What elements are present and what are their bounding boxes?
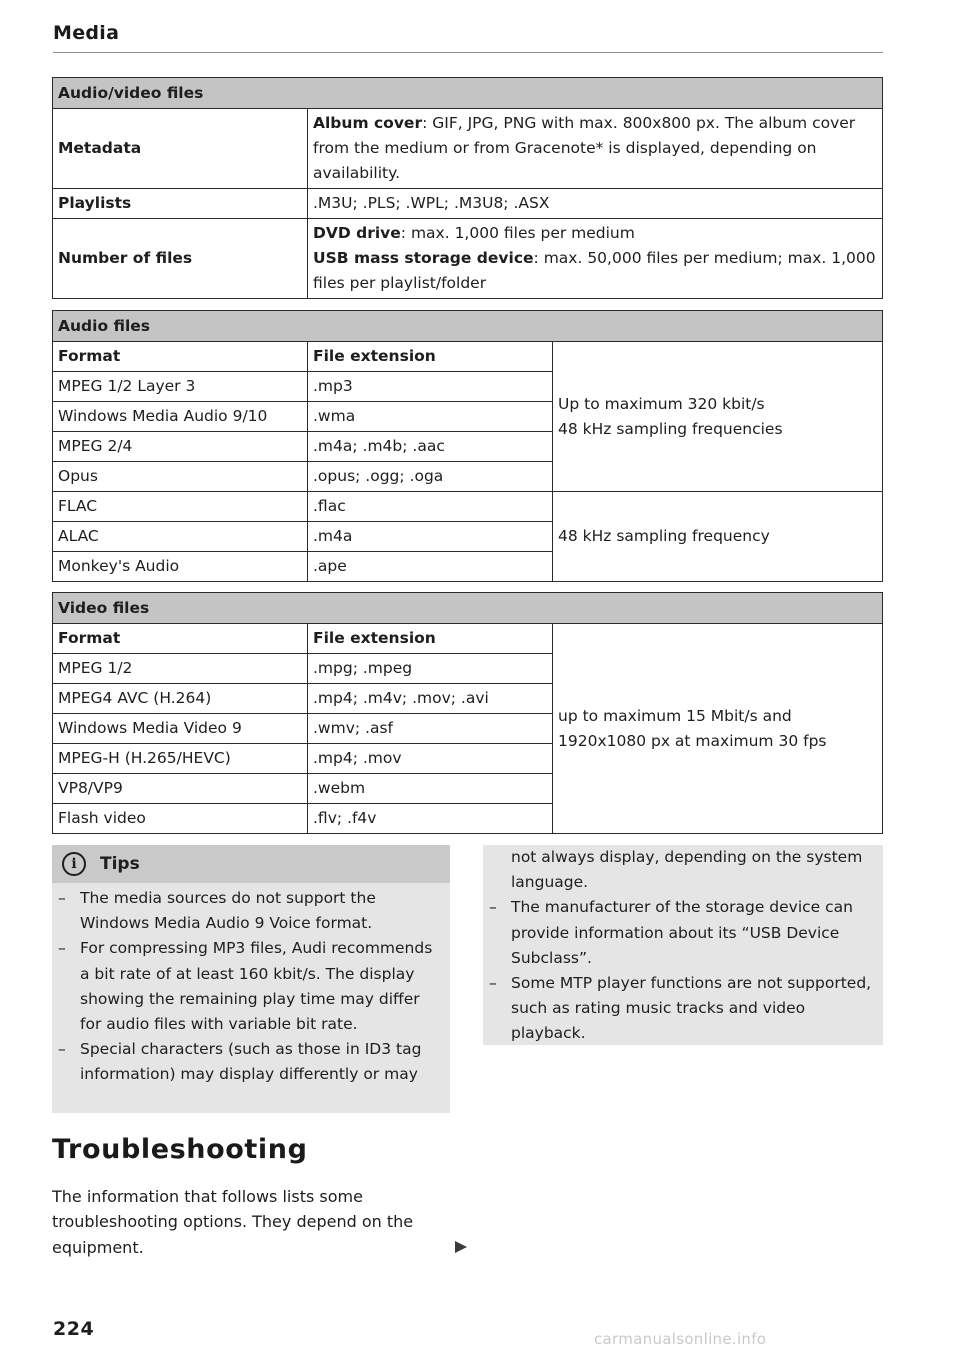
bold-term: USB mass storage device (313, 249, 534, 267)
bitrate-note (553, 342, 883, 492)
list-item: – Some MTP player functions are not supported, such as rating music tracks and video playback. (483, 971, 875, 1047)
row-text: : max. 1,000 files per medium (400, 224, 635, 242)
extension-cell: .webm (308, 774, 553, 804)
format-cell: Opus (53, 462, 308, 492)
list-item: – Special characters (such as those in ID3 tag information) may display differently or may (52, 1037, 440, 1087)
row-value: .M3U; .PLS; .WPL; .M3U8; .ASX (308, 189, 883, 219)
frequency-note: 48 kHz sampling frequency (553, 492, 883, 582)
format-cell: Windows Media Audio 9/10 (53, 402, 308, 432)
table-row (53, 219, 883, 299)
tips-box-continued (483, 845, 883, 1045)
format-cell: MPEG 1/2 Layer 3 (53, 372, 308, 402)
row-label: Metadata (53, 109, 308, 189)
format-cell: Monkey's Audio (53, 552, 308, 582)
format-cell: MPEG4 AVC (H.264) (53, 684, 308, 714)
table-heading: Audio/video files (53, 78, 883, 109)
extension-cell: .wmv; .asf (308, 714, 553, 744)
extension-cell: .mp3 (308, 372, 553, 402)
extension-cell: .mpg; .mpeg (308, 654, 553, 684)
format-cell: MPEG-H (H.265/HEVC) (53, 744, 308, 774)
table-row (53, 189, 883, 219)
format-cell: MPEG 1/2 (53, 654, 308, 684)
table-heading: Video files (53, 593, 883, 624)
row-label: Number of files (53, 219, 308, 299)
extension-cell: .m4a; .m4b; .aac (308, 432, 553, 462)
format-cell: Windows Media Video 9 (53, 714, 308, 744)
list-item: – The manufacturer of the storage device can provide information about its “USB Device Subclass”. (483, 895, 875, 971)
format-cell: VP8/VP9 (53, 774, 308, 804)
extension-cell: .wma (308, 402, 553, 432)
column-header-format: Format (53, 342, 308, 372)
format-cell: FLAC (53, 492, 308, 522)
bold-term: Album cover (313, 114, 423, 132)
note-line: 1920x1080 px at maximum 30 fps (558, 731, 827, 750)
format-cell: ALAC (53, 522, 308, 552)
extension-cell: .flv; .f4v (308, 804, 553, 834)
column-header-extension: File extension (308, 624, 553, 654)
row-label: Playlists (53, 189, 308, 219)
note-line: Up to maximum 320 kbit/s (558, 394, 765, 413)
note-line: 48 kHz sampling frequencies (558, 419, 783, 438)
column-header-extension: File extension (308, 342, 553, 372)
video-bitrate-note (553, 624, 883, 834)
table-row (53, 342, 883, 372)
section-title: Media (53, 22, 120, 44)
audio-video-files-table (52, 77, 883, 299)
list-item: – For compressing MP3 files, Audi recommends a bit rate of at least 160 kbit/s. The display showing the remaining play time may differ for audio files with variable bit rate. (52, 936, 440, 1037)
format-cell: Flash video (53, 804, 308, 834)
column-header-format: Format (53, 624, 308, 654)
extension-cell: .m4a (308, 522, 553, 552)
note-line: up to maximum 15 Mbit/s and (558, 706, 792, 725)
list-item-continued: not always display, depending on the system language. (511, 848, 863, 892)
bold-term: DVD drive (313, 224, 401, 242)
row-text: : max. 50,000 files per medium; max. 1,000 files per playlist/folder (313, 249, 876, 292)
table-row (53, 492, 883, 522)
video-files-table (52, 592, 883, 834)
row-value (308, 109, 883, 189)
format-cell: MPEG 2/4 (53, 432, 308, 462)
tips-list (52, 883, 450, 1088)
extension-cell: .ape (308, 552, 553, 582)
list-item: – The media sources do not support the Windows Media Audio 9 Voice format. (52, 886, 440, 936)
row-value (308, 219, 883, 299)
page-number: 224 (53, 1318, 95, 1340)
info-icon: i (62, 852, 86, 876)
row-text: : GIF, JPG, PNG with max. 800x800 px. The album cover from the medium or from Gracenote* is displayed, depending on availability. (313, 114, 856, 182)
tips-list (483, 845, 883, 1047)
section-heading: Troubleshooting (52, 1134, 308, 1165)
tips-header (52, 845, 450, 883)
extension-cell: .opus; .ogg; .oga (308, 462, 553, 492)
audio-files-table (52, 310, 883, 582)
body-text: The information that follows lists some troubleshooting options. They depend on the equipment. (52, 1187, 414, 1257)
extension-cell: .flac (308, 492, 553, 522)
extension-cell: .mp4; .m4v; .mov; .avi (308, 684, 553, 714)
table-heading: Audio files (53, 311, 883, 342)
table-row (53, 109, 883, 189)
continue-arrow-icon (455, 1241, 467, 1253)
table-row (53, 624, 883, 654)
tips-box (52, 845, 450, 1113)
page-header (53, 22, 883, 53)
tips-label: Tips (100, 854, 140, 874)
extension-cell: .mp4; .mov (308, 744, 553, 774)
watermark: carmanualsonline.info (594, 1330, 767, 1348)
